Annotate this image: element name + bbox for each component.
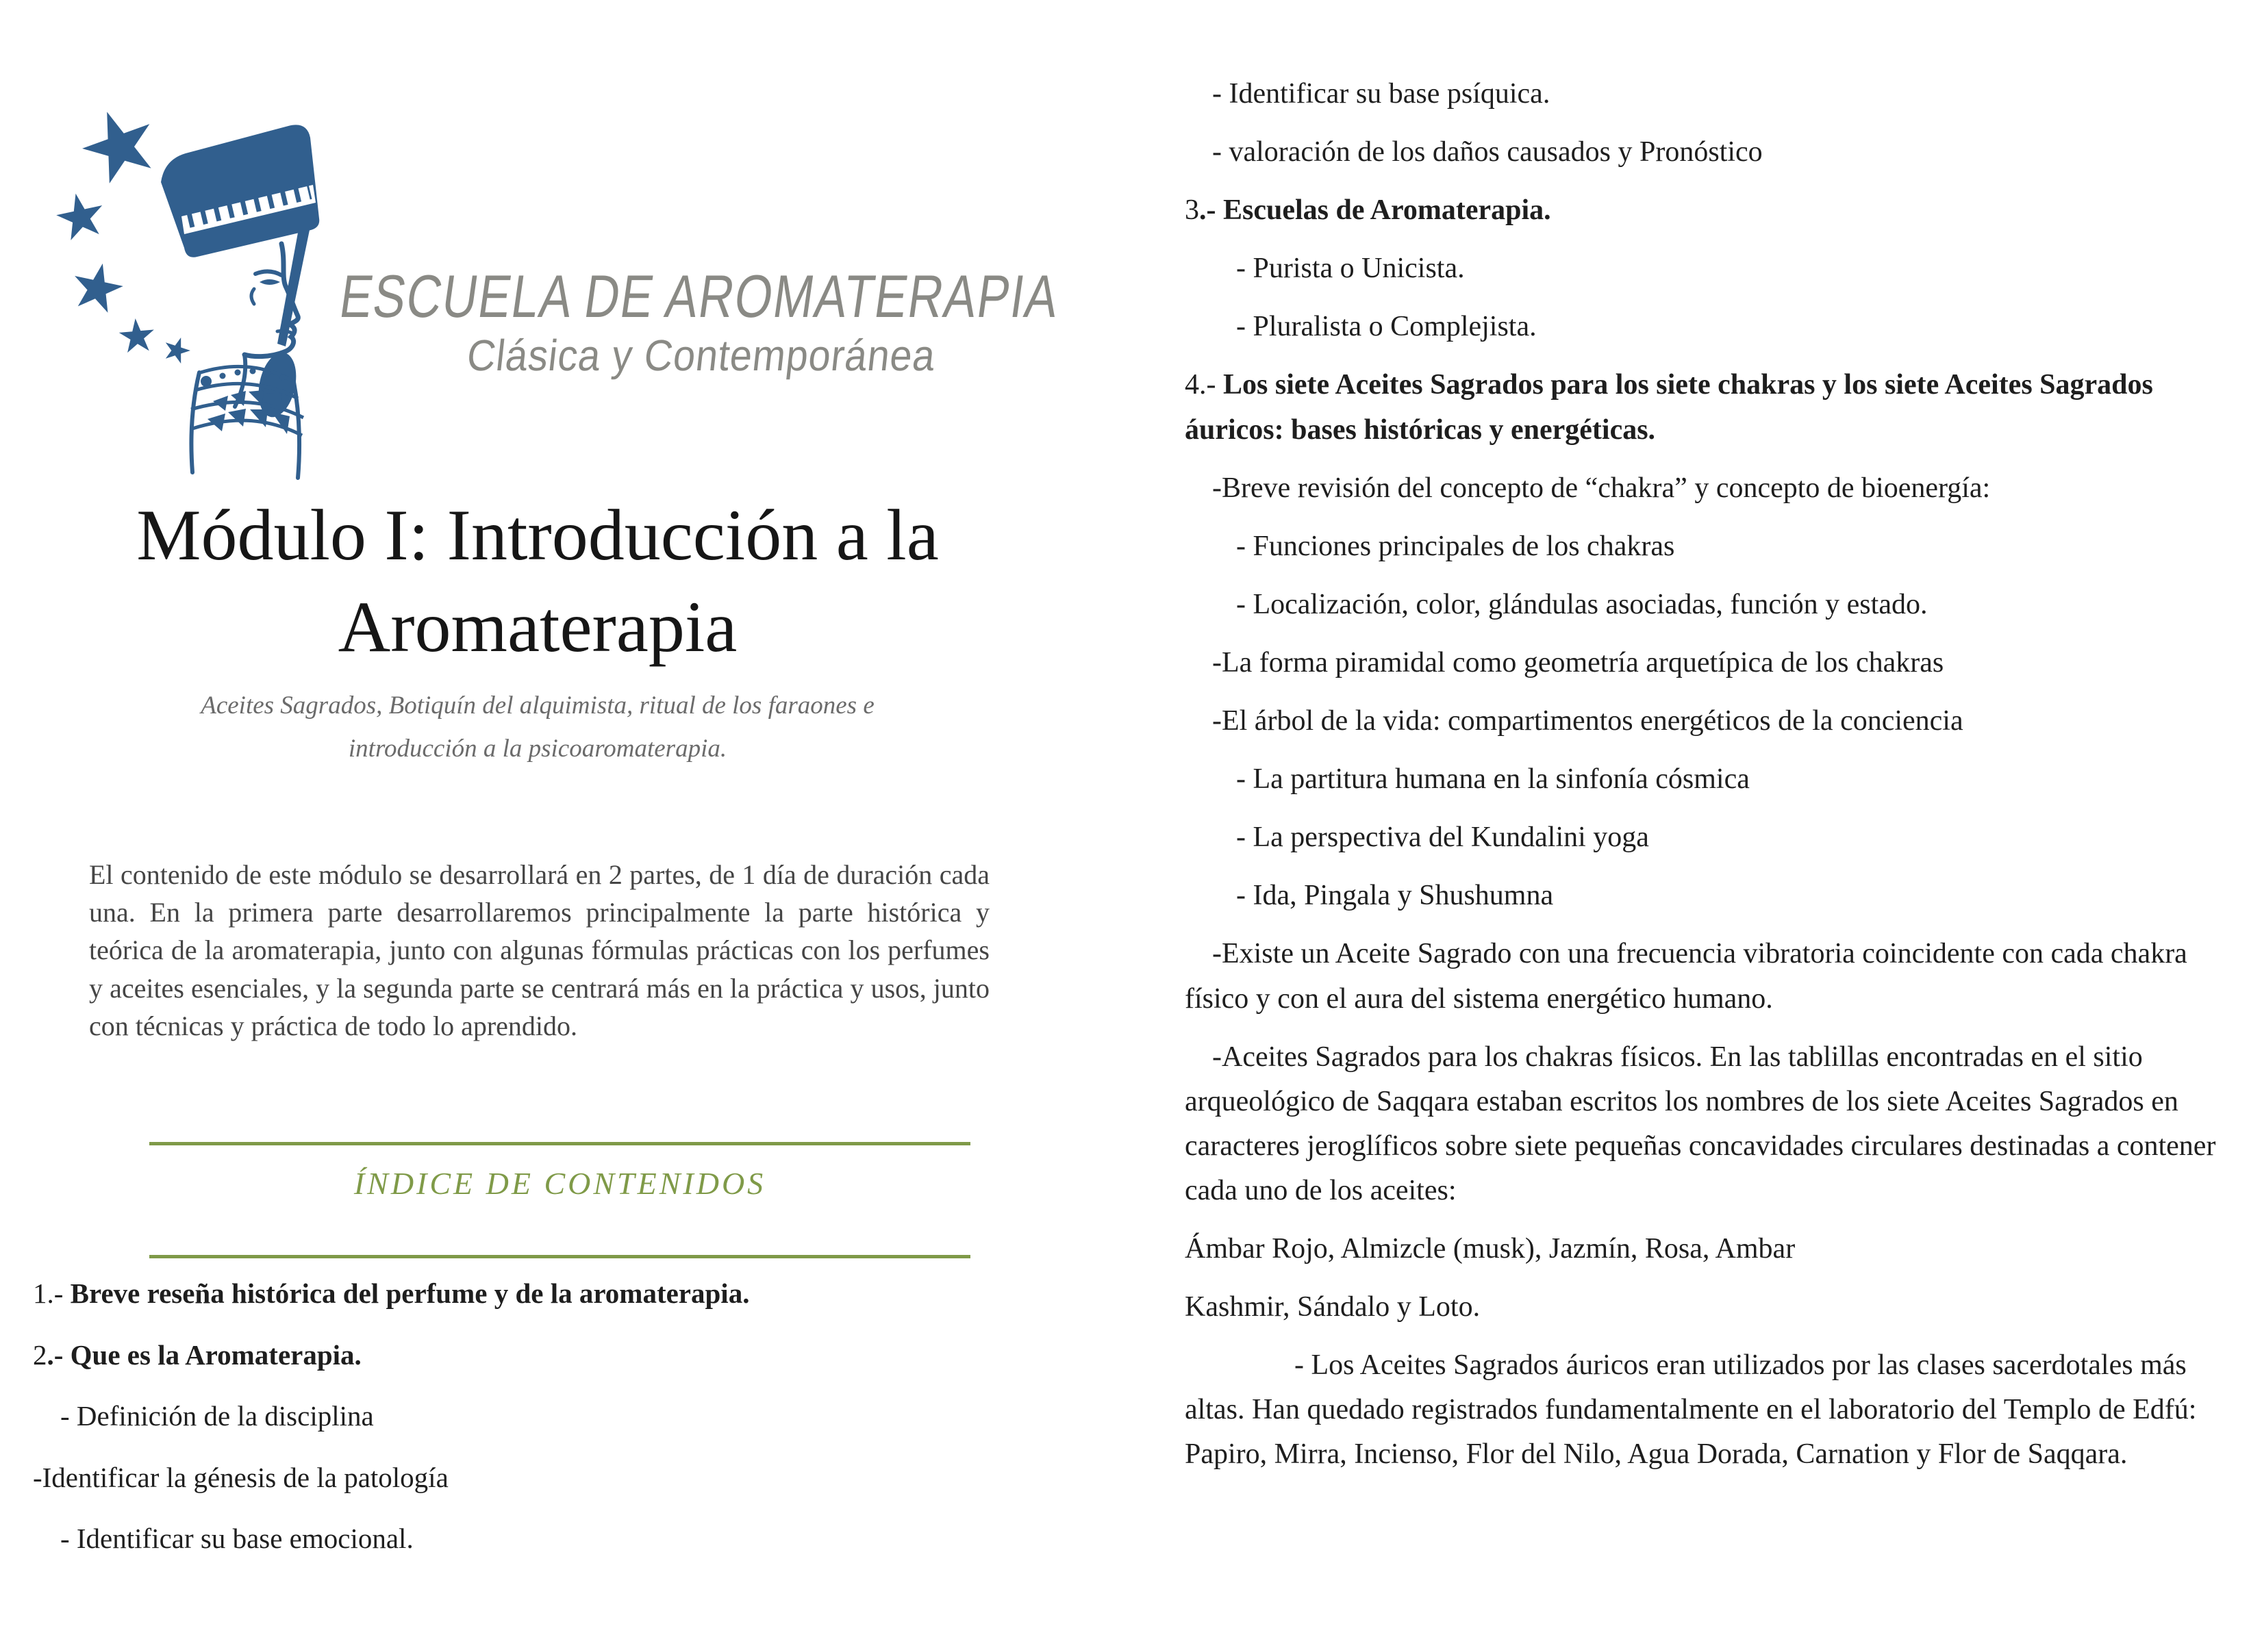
page-title-line1: Módulo I: Introducción a la — [136, 495, 939, 575]
list-item: Kashmir, Sándalo y Loto. — [1185, 1291, 1481, 1323]
list-item: - Identificar su base emocional. — [60, 1523, 414, 1555]
list-item: - Ida, Pingala y Shushumna — [1236, 880, 1554, 912]
list-item: -Existe un Aceite Sagrado con una frecuencia vibratoria coincidente con cada chakra físico y con el aura del sistema energético humano. — [1185, 938, 2187, 1015]
list-item: - Identificar su base psíquica. — [1212, 78, 1550, 110]
list-item: - Funciones principales de los chakras — [1236, 530, 1675, 562]
list-item: - Definición de la disciplina — [60, 1400, 374, 1432]
brand-tagline: Clásica y Contemporánea — [464, 331, 938, 380]
intro-paragraph: El contenido de este módulo se desarrollará en 2 partes, de 1 día de duración cada una. En la primera parte desarrollaremos principalmente la parte histórica y teórica de la aromaterapia, junto con algunas fórmulas prácticas con los perfumes y aceites esenciales, y la segunda parte se centrará más en la práctica y usos, junto con técnicas y práctica de todo lo aprendido. — [89, 859, 990, 1041]
divider-bottom — [149, 1255, 970, 1258]
stars-icon — [53, 99, 193, 365]
divider-top — [149, 1142, 970, 1145]
list-item: Ámbar Rojo, Almizcle (musk), Jazmín, Rosa, Ambar — [1185, 1232, 1796, 1265]
list-item: - La perspectiva del Kundalini yoga — [1236, 822, 1649, 854]
list-item: - valoración de los daños causados y Pronóstico — [1212, 136, 1763, 168]
list-item: - La partitura humana en la sinfonía cósmica — [1236, 763, 1750, 796]
list-item: -Breve revisión del concepto de “chakra” y concepto de bioenergía: — [1212, 472, 1991, 504]
brand-name: ESCUELA DE AROMATERAPIA — [336, 262, 1064, 330]
school-logo — [51, 48, 322, 486]
list-item: 4.- Los siete Aceites Sagrados para los siete chakras y los siete Aceites Sagrados áuricos: bases históricas y energéticas. — [1185, 369, 2153, 446]
list-item: -Aceites Sagrados para los chakras físicos. En las tablillas encontradas en el sitio arqueológico de Saqqara estaban escritos los nombres de los siete Aceites Sagrados en caracteres jeroglíficos sobre siete pequeñas concavidades circulares destinadas a contener cada uno de los aceites: — [1185, 1041, 2216, 1206]
page-title-line2: Aromaterapia — [338, 586, 738, 667]
page-subtitle: Aceites Sagrados, Botiquín del alquimista, ritual de los faraones e introducción a la psicoaromaterapia. — [201, 691, 875, 763]
list-item: -El árbol de la vida: compartimentos energéticos de la conciencia — [1212, 705, 1963, 737]
list-item: - Purista o Unicista. — [1236, 253, 1465, 285]
list-item: 1.- Breve reseña histórica del perfume y de la aromaterapia. — [33, 1278, 750, 1309]
page-title — [0, 490, 1075, 672]
list-item: -La forma piramidal como geometría arquetípica de los chakras — [1212, 646, 1944, 678]
right-column — [1185, 72, 2233, 1490]
index-heading: ÍNDICE DE CONTENIDOS — [353, 1166, 766, 1201]
list-item: -Identificar la génesis de la patología — [33, 1461, 449, 1493]
list-item: - Los Aceites Sagrados áuricos eran utilizados por las clases sacerdotales más altas. Han quedado registrados fundamentalmente en el laboratorio del Templo de Edfú: Papiro, Mirra, Incienso, Flor del Nilo, Agua Dorada, Carnation y Flor de Saqqara. — [1185, 1349, 2197, 1471]
list-item: 2.- Que es la Aromaterapia. — [33, 1338, 362, 1371]
list-item: 3.- Escuelas de Aromaterapia. — [1185, 194, 1551, 227]
nefertiti-head-icon — [161, 125, 319, 478]
list-item: - Pluralista o Complejista. — [1236, 311, 1537, 343]
list-item: - Localización, color, glándulas asociadas, función y estado. — [1236, 588, 1928, 620]
left-column — [33, 1272, 1046, 1579]
